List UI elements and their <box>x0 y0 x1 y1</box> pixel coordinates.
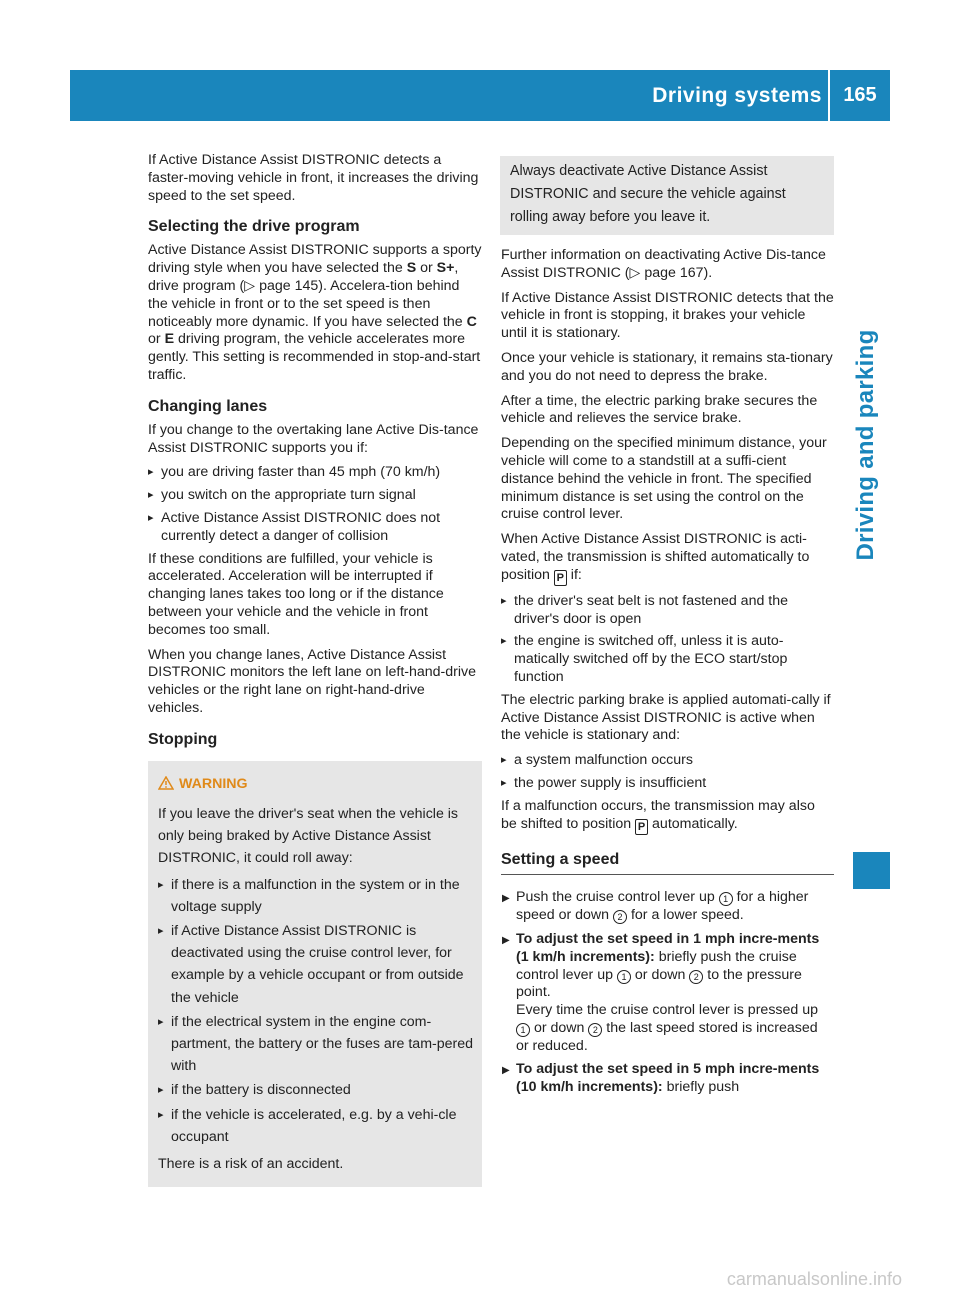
park-position-icon: P <box>635 819 648 835</box>
callout-2-icon: 2 <box>613 910 627 924</box>
right-column <box>501 156 834 1103</box>
paragraph: The electric parking brake is applied automati-cally if Active Distance Assist DISTRONIC is active when the vehicle is stationary and: <box>501 691 831 744</box>
list-item: ▸ if the vehicle is accelerated, e.g. by a vehi-cle occupant <box>158 1104 474 1148</box>
page-reference-arrow-icon[interactable]: ▷ <box>244 277 256 294</box>
paragraph-deactivation-ref: Further information on deactivating Active Dis-tance Assist DISTRONIC (▷ page 167). <box>501 247 826 281</box>
warning-outro: There is a risk of an accident. <box>158 1155 344 1172</box>
page-reference-arrow-icon[interactable]: ▷ <box>629 264 641 281</box>
lane-conditions-list <box>148 464 482 545</box>
list-item: ▸ if there is a malfunction in the system or in the voltage supply <box>158 874 474 918</box>
left-column <box>148 152 482 1187</box>
instruction-step: ▶ Push the cruise control lever up 1 for a higher speed or down 2 for a lower speed. <box>501 889 834 925</box>
heading-drive-program: Selecting the drive program <box>148 218 360 236</box>
transmission-conditions-list <box>501 593 834 687</box>
warning-intro: If you leave the driver's seat when the vehicle is only being braked by Active Distance Assist DISTRONIC, it could roll away: <box>158 805 459 867</box>
paragraph: If these conditions are fulfilled, your vehicle is accelerated. Acceleration will be interrupted if changing lanes takes too long or if the distance between your vehicle and the vehicle in front becomes too small. <box>148 550 444 638</box>
list-item: ▸ the engine is switched off, unless it is auto-matically switched off by the ECO start/stop function <box>501 633 834 686</box>
paragraph: Once your vehicle is stationary, it remains sta-tionary and you do not need to depress the brake. <box>501 349 833 384</box>
warning-box <box>148 761 482 1187</box>
paragraph: If you change to the overtaking lane Active Dis-tance Assist DISTRONIC supports you if: <box>148 421 479 456</box>
list-item: ▸ if Active Distance Assist DISTRONIC is deactivated using the cruise control lever, for example by a vehicle occupant or from outside the vehicle <box>158 920 474 1009</box>
callout-2-icon: 2 <box>689 970 703 984</box>
paragraph: Depending on the specified minimum distance, your vehicle will come to a standstill at a suffi-cient distance behind the vehicle in front. The specified minimum distance is set using the control on the cruise control lever. <box>501 435 827 523</box>
brake-conditions-list <box>501 752 834 793</box>
chapter-title: Driving systems <box>652 84 822 107</box>
warning-header <box>158 773 474 797</box>
page-header <box>70 70 890 121</box>
page-number: 165 <box>843 84 877 106</box>
watermark: carmanualsonline.info <box>726 1269 902 1289</box>
paragraph: If Active Distance Assist DISTRONIC detects a faster-moving vehicle in front, it increases the driving speed to the set speed. <box>148 152 479 204</box>
instruction-step: ▶ To adjust the set speed in 5 mph incre-ments (10 km/h increments): briefly push <box>501 1061 834 1097</box>
heading-changing-lanes: Changing lanes <box>148 397 268 415</box>
callout-1-icon: 1 <box>719 892 733 906</box>
list-item: ▸ the driver's seat belt is not fastened and the driver's door is open <box>501 593 834 629</box>
warning-title: WARNING <box>179 775 248 792</box>
list-item: ▸ Active Distance Assist DISTRONIC does not currently detect a danger of collision <box>148 510 482 546</box>
warning-triangle-icon <box>158 775 174 797</box>
paragraph-transmission: When Active Distance Assist DISTRONIC is acti-vated, the transmission is shifted automatically to position P if: <box>501 531 810 584</box>
callout-1-icon: 1 <box>516 1023 530 1037</box>
paragraph-malfunction: If a malfunction occurs, the transmission may also be shifted to position P automatically. <box>501 797 815 833</box>
paragraph-drive-program: Active Distance Assist DISTRONIC supports a sporty driving style when you have selected the S or S+, drive program (▷ page 145). Accelera-tion behind the vehicle in front or to the set speed is then noticeably more dynamic. If you have selected the C or E driving program, the vehicle accelerates more gently. This setting is recommended in stop-and-start traffic. <box>148 242 482 383</box>
heading-stopping: Stopping <box>148 730 218 748</box>
park-position-icon: P <box>554 570 567 586</box>
paragraph: When you change lanes, Active Distance Assist DISTRONIC monitors the left lane on left-hand-drive vehicles or the right lane on right-hand-drive vehicles. <box>148 646 477 716</box>
paragraph: If Active Distance Assist DISTRONIC detects that the vehicle in front is stopping, it brakes your vehicle until it is stationary. <box>501 289 834 342</box>
note-box: Always deactivate Active Distance Assist DISTRONIC and secure the vehicle against rolling away before you leave it. <box>500 156 834 235</box>
callout-2-icon: 2 <box>588 1023 602 1037</box>
list-item: ▸ the power supply is insufficient <box>501 775 834 793</box>
list-item: ▸ if the electrical system in the engine com-partment, the battery or the fuses are tam-pered with <box>158 1011 474 1078</box>
heading-setting-speed: Setting a speed <box>501 851 834 876</box>
callout-1-icon: 1 <box>617 970 631 984</box>
warning-list <box>158 874 474 1148</box>
instruction-step: ▶ To adjust the set speed in 1 mph incre-ments (1 km/h increments): briefly push the cruise control lever up 1 or down 2 to the pressure point. Every time the cruise control lever is pressed up 1 or down 2 the last speed stored is increased or reduced. <box>501 931 834 1056</box>
list-item: ▸ if the battery is disconnected <box>158 1079 474 1101</box>
list-item: ▸ a system malfunction occurs <box>501 752 834 770</box>
side-tab-marker <box>853 852 890 889</box>
side-tab-label: Driving and parking <box>852 329 879 561</box>
list-item: ▸ you switch on the appropriate turn signal <box>148 487 482 505</box>
list-item: ▸ you are driving faster than 45 mph (70 km/h) <box>148 464 482 482</box>
instruction-steps <box>501 889 834 1097</box>
paragraph: After a time, the electric parking brake secures the vehicle and relieves the service brake. <box>501 392 818 427</box>
